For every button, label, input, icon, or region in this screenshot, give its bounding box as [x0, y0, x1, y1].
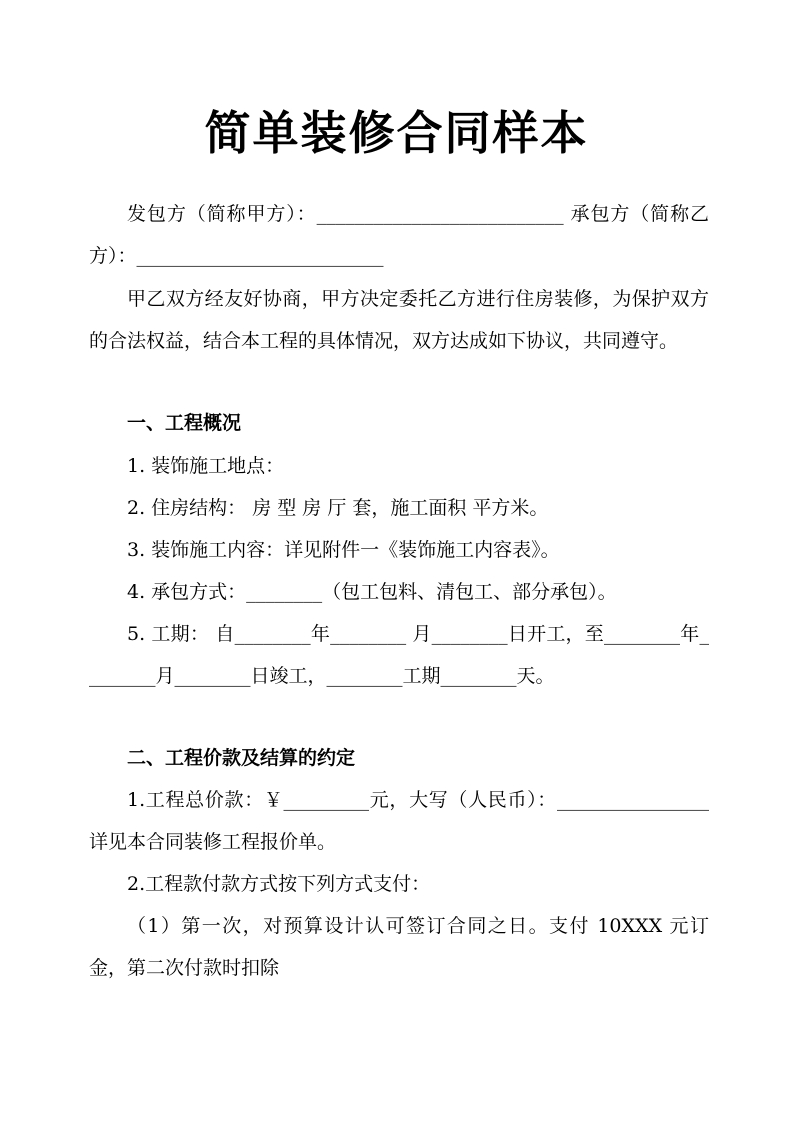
section2-item2: 2.工程款付款方式按下列方式支付： — [127, 873, 431, 895]
section1-item1: 1. 装饰施工地点： — [127, 455, 285, 477]
section1-item2: 2. 住房结构： 房 型 房 厅 套，施工面积 平方米。 — [127, 497, 549, 519]
intro-paragraph: 甲乙双方经友好协商，甲方决定委托乙方进行住房装修，为保护双方的合法权益，结合本工程的具体情况，双方达成如下协议，共同遵守。 — [89, 288, 709, 352]
section1-item5: 5. 工期： 自________年________ 月________日开工，至________年________月________日竣工，________工期________天。 — [89, 623, 709, 687]
party-b-blank: __________________________ — [136, 245, 384, 267]
section2-item1: 1.工程总价款：￥_________元，大写（人民币）：________________详见本合同装修工程报价单。 — [89, 789, 709, 853]
parties-paragraph — [89, 193, 709, 277]
section2-heading: 二、工程价款及结算的约定 — [127, 747, 356, 769]
section1-item4: 4. 承包方式：________（包工包料、清包工、部分承包）。 — [127, 581, 617, 603]
party-b-label: 承包方（简称乙方）： — [89, 203, 709, 267]
party-a-blank: __________________________ — [316, 203, 564, 225]
section1-heading: 一、工程概况 — [127, 412, 242, 434]
section1-item3: 3. 装饰施工内容：详见附件一《装饰施工内容表》。 — [127, 539, 560, 561]
document-title: 简单装修合同样本 — [204, 106, 589, 160]
party-a-label: 发包方（简称甲方）： — [127, 203, 317, 225]
section2-item2-sub1: （1）第一次，对预算设计认可签订合同之日。支付 10XXX 元订金，第二次付款时扣除 — [89, 915, 709, 979]
